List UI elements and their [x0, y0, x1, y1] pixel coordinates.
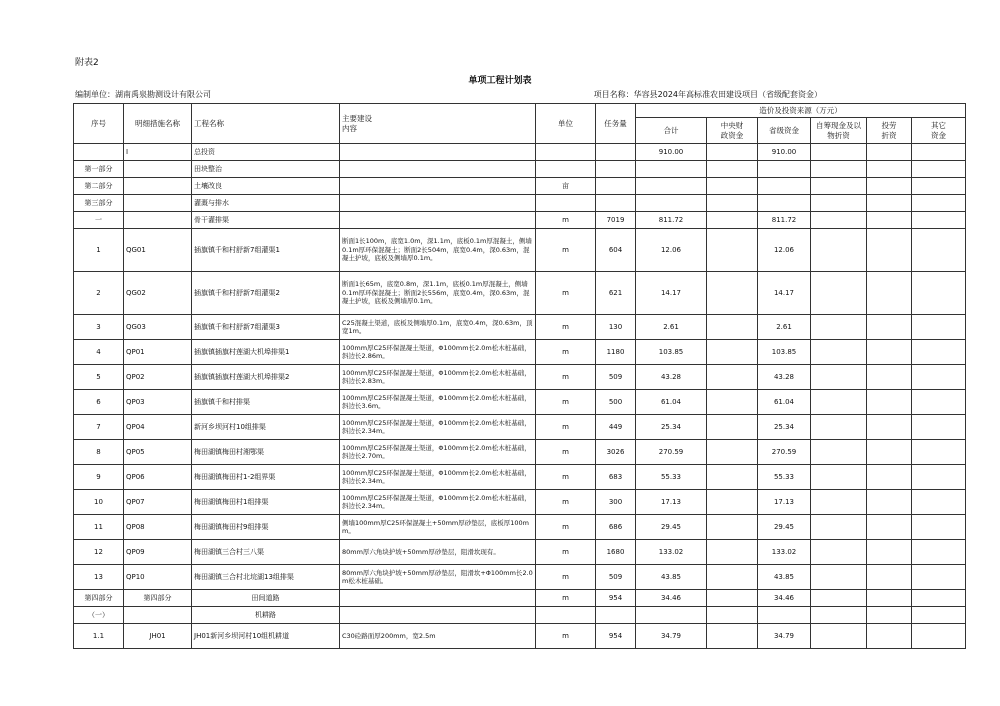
- cell-seq: 6: [74, 390, 124, 415]
- cell-seq: 11: [74, 515, 124, 540]
- cell-labor: [867, 540, 912, 565]
- cell-self: [811, 229, 867, 272]
- cell-total: 270.59: [636, 440, 707, 465]
- cell-unit: m: [536, 465, 596, 490]
- cell-other: [912, 195, 966, 212]
- table-row: [74, 565, 966, 590]
- cell-name: 梅田湖镇三合村北垸湖13组排渠: [192, 565, 340, 590]
- table-row: [74, 365, 966, 390]
- cell-labor: [867, 161, 912, 178]
- plan-table: [73, 103, 966, 649]
- cell-central: [707, 195, 758, 212]
- table-row: [74, 272, 966, 315]
- cell-seq: 2: [74, 272, 124, 315]
- cell-other: [912, 365, 966, 390]
- table-row: [74, 607, 966, 624]
- cell-central: [707, 229, 758, 272]
- cell-total: 34.79: [636, 624, 707, 649]
- cell-measure: QP03: [124, 390, 192, 415]
- annex-label: 附表2: [75, 58, 99, 68]
- cell-measure: Ⅰ: [124, 144, 192, 161]
- cell-central: [707, 315, 758, 340]
- cell-self: [811, 565, 867, 590]
- cell-name: 梅田湖镇梅田村1组排渠: [192, 490, 340, 515]
- cell-measure: QP02: [124, 365, 192, 390]
- cell-qty: [596, 161, 636, 178]
- cell-total: [636, 607, 707, 624]
- cell-provincial: 43.85: [758, 565, 811, 590]
- cell-self: [811, 340, 867, 365]
- cell-measure: QG02: [124, 272, 192, 315]
- cell-other: [912, 212, 966, 229]
- cell-seq: 12: [74, 540, 124, 565]
- cell-content: 100mm厚C25环保混凝土渠道，Φ100mm长2.0m松木桩基础，斜边长2.34m。: [340, 465, 536, 490]
- cell-seq: 第三部分: [74, 195, 124, 212]
- cell-other: [912, 624, 966, 649]
- cell-other: [912, 390, 966, 415]
- cell-content: 断面1长100m，底宽1.0m，深1.1m，底板0.1m厚混凝土，侧墙0.1m厚环保混凝土；断面2长504m，底宽0.4m，深0.63m，混凝土护坡，底板及侧墙厚0.1m。: [340, 229, 536, 272]
- cell-measure: QP06: [124, 465, 192, 490]
- cell-total: 34.46: [636, 590, 707, 607]
- cell-provincial: 55.33: [758, 465, 811, 490]
- cell-central: [707, 212, 758, 229]
- cell-seq: [74, 144, 124, 161]
- cell-labor: [867, 624, 912, 649]
- cell-seq: 13: [74, 565, 124, 590]
- cell-central: [707, 565, 758, 590]
- cell-qty: [596, 195, 636, 212]
- table-row: [74, 465, 966, 490]
- cell-seq: 1.1: [74, 624, 124, 649]
- cell-labor: [867, 340, 912, 365]
- cell-measure: [124, 178, 192, 195]
- cell-name: 新河乡坝河村10组排渠: [192, 415, 340, 440]
- cell-central: [707, 161, 758, 178]
- cell-content: 80mm厚六角块护坡+50mm厚砂垫层，阻滑坎+Φ100mm长2.0m松木桩基础。: [340, 565, 536, 590]
- cell-labor: [867, 272, 912, 315]
- cell-central: [707, 365, 758, 390]
- cell-name: 插旗镇千和村排渠: [192, 390, 340, 415]
- cell-provincial: [758, 607, 811, 624]
- cell-qty: 300: [596, 490, 636, 515]
- cell-provincial: 14.17: [758, 272, 811, 315]
- cell-unit: [536, 144, 596, 161]
- cell-labor: [867, 195, 912, 212]
- cell-content: [340, 607, 536, 624]
- cell-unit: m: [536, 590, 596, 607]
- cell-central: [707, 515, 758, 540]
- cell-provincial: 270.59: [758, 440, 811, 465]
- cell-self: [811, 144, 867, 161]
- cell-labor: [867, 490, 912, 515]
- cell-name: 梅田湖镇梅田村1-2组界渠: [192, 465, 340, 490]
- cell-name: 梅田湖镇梅田村9组排渠: [192, 515, 340, 540]
- cell-name: 总投资: [192, 144, 340, 161]
- cell-provincial: 811.72: [758, 212, 811, 229]
- cell-content: 100mm厚C25环保混凝土渠道，Φ100mm长2.0m松木桩基础，斜边长2.83m。: [340, 365, 536, 390]
- cell-content: C30砼路面厚200mm，宽2.5m: [340, 624, 536, 649]
- cell-labor: [867, 229, 912, 272]
- cell-seq: 5: [74, 365, 124, 390]
- cell-qty: 954: [596, 624, 636, 649]
- cell-seq: 10: [74, 490, 124, 515]
- cell-total: [636, 178, 707, 195]
- header-seq: 序号: [74, 104, 124, 144]
- cell-central: [707, 590, 758, 607]
- table-row: [74, 178, 966, 195]
- cell-content: [340, 161, 536, 178]
- cell-self: [811, 212, 867, 229]
- cell-content: 断面1长65m，底宽0.8m，深1.1m，底板0.1m厚混凝土，侧墙0.1m厚环保混凝土；断面2长556m，底宽0.4m，深0.63m，混凝土护坡，底板及侧墙厚0.1m。: [340, 272, 536, 315]
- cell-name: 插旗镇千和村舒新7组灌渠2: [192, 272, 340, 315]
- cell-other: [912, 340, 966, 365]
- table-row: [74, 540, 966, 565]
- cell-content: C25混凝土渠道，底板及侧墙厚0.1m，底宽0.4m，深0.63m，顶宽1m。: [340, 315, 536, 340]
- cell-central: [707, 607, 758, 624]
- cell-total: 133.02: [636, 540, 707, 565]
- cell-total: [636, 195, 707, 212]
- cell-qty: 449: [596, 415, 636, 440]
- cell-measure: QG01: [124, 229, 192, 272]
- cell-total: 43.28: [636, 365, 707, 390]
- cell-other: [912, 490, 966, 515]
- cell-seq: 第二部分: [74, 178, 124, 195]
- cell-labor: [867, 390, 912, 415]
- cell-qty: 686: [596, 515, 636, 540]
- cell-seq: 1: [74, 229, 124, 272]
- cell-measure: QG03: [124, 315, 192, 340]
- cell-central: [707, 540, 758, 565]
- cell-content: [340, 144, 536, 161]
- cell-measure: QP10: [124, 565, 192, 590]
- cell-seq: 9: [74, 465, 124, 490]
- table-row: [74, 390, 966, 415]
- cell-measure: QP04: [124, 415, 192, 440]
- cell-other: [912, 607, 966, 624]
- cell-central: [707, 340, 758, 365]
- cell-labor: [867, 515, 912, 540]
- cell-qty: 604: [596, 229, 636, 272]
- cell-central: [707, 144, 758, 161]
- cell-total: 25.34: [636, 415, 707, 440]
- cell-provincial: 34.46: [758, 590, 811, 607]
- cell-name: 梅田湖镇梅田村湘鄂渠: [192, 440, 340, 465]
- cell-provincial: 25.34: [758, 415, 811, 440]
- cell-content: [340, 590, 536, 607]
- header-self: 自筹现金及以 物折资: [811, 118, 867, 144]
- cell-other: [912, 465, 966, 490]
- cell-self: [811, 365, 867, 390]
- cell-central: [707, 390, 758, 415]
- table-row: [74, 340, 966, 365]
- cell-measure: [124, 212, 192, 229]
- cell-measure: QP05: [124, 440, 192, 465]
- cell-unit: m: [536, 490, 596, 515]
- cell-seq: 一: [74, 212, 124, 229]
- cell-central: [707, 465, 758, 490]
- cell-labor: [867, 590, 912, 607]
- cell-labor: [867, 565, 912, 590]
- cell-self: [811, 415, 867, 440]
- page-title: 单项工程计划表: [468, 76, 532, 86]
- cell-content: 100mm厚C25环保混凝土渠道，Φ100mm长2.0m松木桩基础，斜边长3.6m。: [340, 390, 536, 415]
- cell-provincial: 43.28: [758, 365, 811, 390]
- cell-qty: 683: [596, 465, 636, 490]
- cell-labor: [867, 315, 912, 340]
- cell-self: [811, 465, 867, 490]
- header-measure: 明细措施名称: [124, 104, 192, 144]
- cell-seq: 第四部分: [74, 590, 124, 607]
- cell-central: [707, 178, 758, 195]
- cell-self: [811, 178, 867, 195]
- cell-content: 侧墙100mm厚C25环保混凝土+50mm厚砂垫层，底板厚100mm。: [340, 515, 536, 540]
- cell-total: 12.06: [636, 229, 707, 272]
- cell-name: 田间道路: [192, 590, 340, 607]
- cell-measure: 第四部分: [124, 590, 192, 607]
- cell-self: [811, 315, 867, 340]
- cell-qty: 509: [596, 565, 636, 590]
- cell-other: [912, 161, 966, 178]
- cell-name: 土壤改良: [192, 178, 340, 195]
- cell-seq: （一）: [74, 607, 124, 624]
- header-qty: 任务量: [596, 104, 636, 144]
- cell-qty: 1680: [596, 540, 636, 565]
- cell-self: [811, 607, 867, 624]
- cell-qty: 954: [596, 590, 636, 607]
- cell-self: [811, 440, 867, 465]
- cell-central: [707, 415, 758, 440]
- cell-other: [912, 144, 966, 161]
- cell-qty: [596, 144, 636, 161]
- header-content: 主要建设 内容: [340, 104, 536, 144]
- cell-unit: m: [536, 340, 596, 365]
- table-row: [74, 590, 966, 607]
- cell-other: [912, 315, 966, 340]
- cell-total: [636, 161, 707, 178]
- cell-content: 100mm厚C25环保混凝土渠道，Φ100mm长2.0m松木桩基础，斜边长2.34m。: [340, 415, 536, 440]
- cell-name: 插旗镇插旗村莲湖大机埠排渠2: [192, 365, 340, 390]
- cell-unit: m: [536, 229, 596, 272]
- cell-qty: [596, 607, 636, 624]
- cell-labor: [867, 144, 912, 161]
- header-total: 合计: [636, 118, 707, 144]
- cell-self: [811, 272, 867, 315]
- cell-name: 插旗镇插旗村莲湖大机埠排渠1: [192, 340, 340, 365]
- cell-unit: m: [536, 212, 596, 229]
- header-source: 造价及投资来源（万元）: [636, 104, 966, 118]
- cell-provincial: 103.85: [758, 340, 811, 365]
- cell-provincial: 910.00: [758, 144, 811, 161]
- cell-labor: [867, 415, 912, 440]
- cell-unit: m: [536, 565, 596, 590]
- cell-other: [912, 229, 966, 272]
- cell-measure: QP07: [124, 490, 192, 515]
- cell-central: [707, 624, 758, 649]
- cell-name: JH01新河乡坝河村10组机耕道: [192, 624, 340, 649]
- cell-total: 811.72: [636, 212, 707, 229]
- cell-central: [707, 272, 758, 315]
- cell-other: [912, 272, 966, 315]
- cell-unit: m: [536, 415, 596, 440]
- cell-unit: m: [536, 540, 596, 565]
- cell-total: 61.04: [636, 390, 707, 415]
- cell-other: [912, 440, 966, 465]
- cell-qty: 621: [596, 272, 636, 315]
- cell-measure: [124, 195, 192, 212]
- cell-content: [340, 212, 536, 229]
- cell-measure: JH01: [124, 624, 192, 649]
- cell-central: [707, 440, 758, 465]
- cell-provincial: 12.06: [758, 229, 811, 272]
- cell-labor: [867, 440, 912, 465]
- cell-seq: 7: [74, 415, 124, 440]
- cell-unit: m: [536, 624, 596, 649]
- cell-name: 田块整治: [192, 161, 340, 178]
- cell-measure: QP08: [124, 515, 192, 540]
- cell-name: 机耕路: [192, 607, 340, 624]
- table-row: [74, 415, 966, 440]
- cell-self: [811, 515, 867, 540]
- cell-unit: [536, 195, 596, 212]
- cell-total: 43.85: [636, 565, 707, 590]
- cell-qty: 130: [596, 315, 636, 340]
- header-provincial: 省级资金: [758, 118, 811, 144]
- cell-total: 14.17: [636, 272, 707, 315]
- cell-unit: m: [536, 390, 596, 415]
- cell-total: 29.45: [636, 515, 707, 540]
- cell-seq: 3: [74, 315, 124, 340]
- cell-measure: [124, 607, 192, 624]
- cell-provincial: 61.04: [758, 390, 811, 415]
- cell-name: 灌溉与排水: [192, 195, 340, 212]
- cell-self: [811, 624, 867, 649]
- header-other: 其它 资金: [912, 118, 966, 144]
- cell-content: [340, 178, 536, 195]
- cell-other: [912, 590, 966, 607]
- cell-measure: QP09: [124, 540, 192, 565]
- cell-self: [811, 590, 867, 607]
- cell-unit: m: [536, 315, 596, 340]
- cell-content: 100mm厚C25环保混凝土渠道，Φ100mm长2.0m松木桩基础，斜边长2.86m。: [340, 340, 536, 365]
- cell-provincial: [758, 178, 811, 195]
- cell-qty: 7019: [596, 212, 636, 229]
- cell-labor: [867, 607, 912, 624]
- cell-unit: m: [536, 515, 596, 540]
- header-central: 中央财 政资金: [707, 118, 758, 144]
- cell-provincial: 17.13: [758, 490, 811, 515]
- table-row: [74, 624, 966, 649]
- cell-qty: 3026: [596, 440, 636, 465]
- cell-unit: m: [536, 440, 596, 465]
- cell-name: 插旗镇千和村舒新7组灌渠3: [192, 315, 340, 340]
- cell-measure: QP01: [124, 340, 192, 365]
- table-row: [74, 315, 966, 340]
- cell-provincial: [758, 195, 811, 212]
- cell-content: 100mm厚C25环保混凝土渠道，Φ100mm长2.0m松木桩基础，斜边长2.70m。: [340, 440, 536, 465]
- header-labor: 投劳 折资: [867, 118, 912, 144]
- cell-total: 55.33: [636, 465, 707, 490]
- table-row: [74, 515, 966, 540]
- cell-labor: [867, 465, 912, 490]
- table-row: [74, 161, 966, 178]
- cell-seq: 第一部分: [74, 161, 124, 178]
- cell-measure: [124, 161, 192, 178]
- cell-content: [340, 195, 536, 212]
- cell-seq: 4: [74, 340, 124, 365]
- table-row: [74, 144, 966, 161]
- cell-total: 2.61: [636, 315, 707, 340]
- cell-self: [811, 161, 867, 178]
- table-row: [74, 490, 966, 515]
- cell-unit: [536, 607, 596, 624]
- table-row: [74, 440, 966, 465]
- header-unit: 单位: [536, 104, 596, 144]
- cell-labor: [867, 178, 912, 195]
- cell-central: [707, 490, 758, 515]
- cell-seq: 8: [74, 440, 124, 465]
- cell-other: [912, 565, 966, 590]
- header-name: 工程名称: [192, 104, 340, 144]
- cell-qty: 500: [596, 390, 636, 415]
- cell-total: 103.85: [636, 340, 707, 365]
- cell-labor: [867, 212, 912, 229]
- cell-self: [811, 540, 867, 565]
- cell-unit: [536, 161, 596, 178]
- cell-unit: m: [536, 365, 596, 390]
- cell-content: 80mm厚六角块护坡+50mm厚砂垫层，阻滑坎现有。: [340, 540, 536, 565]
- cell-other: [912, 515, 966, 540]
- cell-total: 910.00: [636, 144, 707, 161]
- cell-self: [811, 490, 867, 515]
- cell-unit: m: [536, 272, 596, 315]
- table-row: [74, 229, 966, 272]
- cell-name: 梅田湖镇三合村三八渠: [192, 540, 340, 565]
- cell-name: 插旗镇千和村舒新7组灌渠1: [192, 229, 340, 272]
- project-name: 项目名称：华容县2024年高标准农田建设项目（省级配套资金）: [593, 90, 822, 99]
- cell-other: [912, 540, 966, 565]
- cell-unit: 亩: [536, 178, 596, 195]
- cell-qty: 1180: [596, 340, 636, 365]
- cell-content: 100mm厚C25环保混凝土渠道，Φ100mm长2.0m松木桩基础，斜边长2.34m。: [340, 490, 536, 515]
- cell-provincial: 29.45: [758, 515, 811, 540]
- cell-total: 17.13: [636, 490, 707, 515]
- cell-self: [811, 390, 867, 415]
- cell-name: 骨干灌排渠: [192, 212, 340, 229]
- cell-qty: [596, 178, 636, 195]
- table-row: [74, 212, 966, 229]
- cell-other: [912, 415, 966, 440]
- cell-provincial: 34.79: [758, 624, 811, 649]
- cell-provincial: 133.02: [758, 540, 811, 565]
- cell-provincial: 2.61: [758, 315, 811, 340]
- table-row: [74, 195, 966, 212]
- cell-self: [811, 195, 867, 212]
- cell-provincial: [758, 161, 811, 178]
- cell-qty: 509: [596, 365, 636, 390]
- cell-other: [912, 178, 966, 195]
- cell-labor: [867, 365, 912, 390]
- compiler-unit: 编制单位：湖南禹泉勘测设计有限公司: [75, 90, 211, 99]
